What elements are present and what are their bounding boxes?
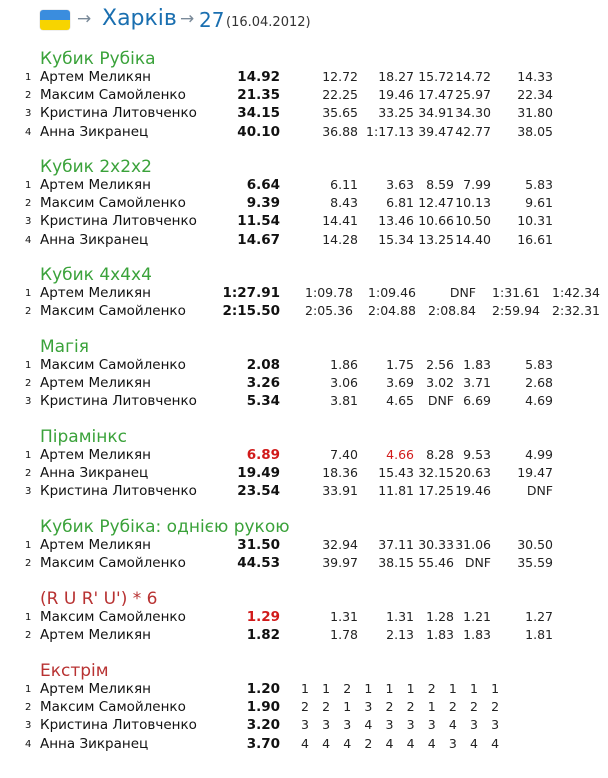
result-row: [0, 124, 608, 142]
best-result: 44.53: [237, 555, 280, 572]
event-title: Кубик 4х4х4: [40, 265, 152, 285]
attempt-time: 33.25: [378, 105, 414, 121]
competitor-name: Анна Зикранец: [40, 123, 149, 140]
event-title: Екстрім: [40, 661, 109, 681]
best-result: 1.20: [246, 681, 280, 697]
attempt-time: 1.31: [386, 609, 414, 624]
flag-blue-stripe: [40, 10, 70, 20]
competitor-name: Максим Самойленко: [40, 555, 186, 572]
attempt-time: 1:09.46: [368, 285, 416, 300]
competitor-name: Максим Самойленко: [40, 303, 186, 320]
result-row: [0, 375, 608, 393]
place-number: 2: [25, 558, 32, 570]
attempt-time: 34.91: [418, 105, 454, 121]
event-title: Кубик Рубіка: однією рукою: [40, 517, 290, 537]
attempt-time: 11.81: [378, 483, 414, 499]
attempt-time: 3.71: [463, 375, 491, 391]
attempt-time: DNF: [464, 555, 491, 571]
ukraine-flag-icon[interactable]: [40, 10, 70, 30]
attempt-time: 16.61: [517, 231, 553, 247]
attempt-time: 3.69: [386, 375, 414, 391]
event-title: Кубик 2х2х2: [40, 157, 152, 177]
best-result: 6.64: [246, 177, 280, 193]
attempt-time: 42.77: [455, 123, 491, 139]
competitor-name: Кристина Литовченко: [40, 483, 197, 500]
attempt-time: 1.78: [330, 627, 358, 643]
attempt-time: 1.83: [463, 627, 491, 643]
attempt-time: 13.46: [378, 213, 414, 229]
attempt-time: 14.41: [322, 213, 358, 229]
attempt-time: 2.56: [426, 357, 454, 372]
place-number: 1: [25, 540, 32, 551]
competition-number-link[interactable]: 27: [199, 8, 225, 32]
attempt-time: 25.97: [455, 87, 491, 103]
place-number: 2: [25, 468, 32, 480]
attempt-time: 4.65: [386, 393, 414, 409]
attempt-time: 1:17.13: [366, 123, 414, 139]
competitor-name: Анна Зикранец: [40, 465, 149, 482]
attempt-time: 2.68: [525, 375, 553, 391]
attempt-time: 14.72: [455, 69, 491, 84]
attempt-time: 5.83: [525, 357, 553, 372]
result-row: [0, 105, 608, 123]
attempt-time: 19.46: [378, 87, 414, 103]
result-row: [0, 87, 608, 105]
result-row: [0, 447, 608, 465]
best-result: 14.67: [237, 231, 280, 248]
place-number: 1: [25, 360, 32, 371]
attempt-time: 22.34: [517, 87, 553, 103]
attempt-time: 22.25: [322, 87, 358, 103]
attempt-time: 18.36: [322, 465, 358, 481]
best-result: 34.15: [237, 105, 280, 122]
attempt-time: 4.66: [386, 447, 414, 462]
best-result: 2:15.50: [222, 303, 280, 320]
arrow-right-icon: →: [180, 9, 195, 29]
result-row: [0, 393, 608, 411]
place-number: 3: [25, 216, 32, 228]
competitor-name: Артем Меликян: [40, 69, 151, 85]
attempt-time: 1:09.78: [305, 285, 353, 300]
best-result: 3.26: [246, 375, 280, 392]
attempt-time: 7.99: [463, 177, 491, 192]
best-result: 14.92: [237, 69, 280, 85]
attempt-time: 2:05.36: [305, 303, 353, 319]
result-row: [0, 357, 608, 375]
attempt-time: 1.31: [330, 609, 358, 624]
result-row: [0, 285, 608, 303]
attempt-time: 3.02: [426, 375, 454, 391]
place-number: 4: [25, 234, 32, 246]
attempt-time: 37.11: [378, 537, 414, 552]
attempt-time: DNF: [526, 483, 553, 499]
attempt-time: 30.50: [517, 537, 553, 552]
best-result: 1.82: [246, 627, 280, 644]
best-result: 1.29: [246, 609, 280, 625]
attempt-time: 2.13: [386, 627, 414, 643]
attempt-time: 2:04.88: [368, 303, 416, 319]
attempt-time: 10.13: [455, 195, 491, 211]
best-result: 3.70: [246, 735, 280, 752]
place-number: 3: [25, 486, 32, 498]
attempt-time: 20.63: [455, 465, 491, 481]
attempt-time: 14.33: [517, 69, 553, 84]
attempt-time: 9.61: [525, 195, 553, 211]
attempt-time: 36.88: [322, 123, 358, 139]
best-result: 11.54: [237, 213, 280, 230]
attempt-time: 30.33: [418, 537, 454, 552]
flag-yellow-stripe: [40, 20, 70, 30]
result-row: [0, 465, 608, 483]
competition-date: (16.04.2012): [226, 15, 311, 30]
extreme-sequence: 2 2 1 3 2 2 1 2 2 2: [301, 699, 504, 715]
place-number: 1: [25, 450, 32, 461]
best-result: 5.34: [246, 393, 280, 410]
attempt-time: 3.06: [330, 375, 358, 391]
result-row: [0, 681, 608, 699]
competitor-name: Анна Зикранец: [40, 735, 149, 752]
attempt-time: 15.43: [378, 465, 414, 481]
attempt-time: 19.46: [455, 483, 491, 499]
competitor-name: Артем Меликян: [40, 537, 151, 553]
place-number: 2: [25, 702, 32, 714]
result-row: [0, 232, 608, 250]
attempt-time: 14.28: [322, 231, 358, 247]
attempt-time: 39.97: [322, 555, 358, 571]
attempt-time: 8.43: [330, 195, 358, 211]
place-number: 4: [25, 126, 32, 138]
result-row: [0, 699, 608, 717]
attempt-time: 12.72: [322, 69, 358, 84]
attempt-time: 15.34: [378, 231, 414, 247]
event-title: Кубик Рубіка: [40, 49, 156, 69]
attempt-time: 2:08.84: [428, 303, 476, 319]
attempt-time: 55.46: [418, 555, 454, 571]
place-number: 2: [25, 90, 32, 102]
place-number: 2: [25, 306, 32, 318]
competitor-name: Максим Самойленко: [40, 87, 186, 104]
attempt-time: 10.66: [418, 213, 454, 229]
attempt-time: 35.65: [322, 105, 358, 121]
attempt-time: 6.81: [386, 195, 414, 211]
place-number: 4: [25, 738, 32, 750]
event-title: Пірамінкс: [40, 427, 127, 447]
best-result: 19.49: [237, 465, 280, 482]
attempt-time: 32.15: [418, 465, 454, 481]
place-number: 1: [25, 684, 32, 695]
result-row: [0, 736, 608, 754]
competitor-name: Кристина Литовченко: [40, 393, 197, 410]
attempt-time: 39.47: [418, 123, 454, 139]
attempt-time: 18.27: [378, 69, 414, 84]
best-result: 2.08: [246, 357, 280, 373]
place-number: 2: [25, 630, 32, 642]
competitor-name: Артем Меликян: [40, 375, 151, 392]
city-link[interactable]: Харків: [102, 6, 177, 31]
attempt-time: 33.91: [322, 483, 358, 499]
extreme-sequence: 3 3 3 4 3 3 3 4 3 3: [301, 717, 504, 733]
place-number: 3: [25, 720, 32, 732]
best-result: 9.39: [246, 195, 280, 212]
competitor-name: Максим Самойленко: [40, 609, 186, 625]
attempt-time: 17.25: [418, 483, 454, 499]
competitor-name: Кристина Литовченко: [40, 717, 197, 734]
attempt-time: 1.27: [525, 609, 553, 624]
competitor-name: Артем Меликян: [40, 627, 151, 644]
attempt-time: 1:42.34: [552, 285, 600, 300]
result-row: [0, 627, 608, 645]
event-title: (R U R' U') * 6: [40, 589, 158, 609]
place-number: 3: [25, 396, 32, 408]
attempt-time: 10.50: [455, 213, 491, 229]
attempt-time: 1.83: [426, 627, 454, 643]
competitor-name: Артем Меликян: [40, 681, 151, 697]
attempt-time: 31.06: [455, 537, 491, 552]
best-result: 31.50: [237, 537, 280, 553]
best-result: 1:27.91: [222, 285, 280, 301]
attempt-time: 1.28: [426, 609, 454, 624]
attempt-time: 19.47: [517, 465, 553, 481]
competitor-name: Артем Меликян: [40, 447, 151, 463]
attempt-time: 6.11: [330, 177, 358, 192]
best-result: 3.20: [246, 717, 280, 734]
best-result: 1.90: [246, 699, 280, 716]
attempt-time: 15.72: [418, 69, 454, 84]
result-row: [0, 303, 608, 321]
attempt-time: 2:59.94: [492, 303, 540, 319]
competitor-name: Максим Самойленко: [40, 699, 186, 716]
competitor-name: Артем Меликян: [40, 285, 151, 301]
result-row: [0, 69, 608, 87]
place-number: 1: [25, 72, 32, 83]
result-row: [0, 537, 608, 555]
attempt-time: 2:32.31: [552, 303, 600, 319]
attempt-time: 32.94: [322, 537, 358, 552]
attempt-time: 35.59: [517, 555, 553, 571]
competitor-name: Кристина Литовченко: [40, 213, 197, 230]
place-number: 3: [25, 108, 32, 120]
competitor-name: Максим Самойленко: [40, 357, 186, 373]
attempt-time: 31.80: [517, 105, 553, 121]
attempt-time: 38.05: [517, 123, 553, 139]
attempt-time: 14.40: [455, 231, 491, 247]
result-row: [0, 177, 608, 195]
attempt-time: 34.30: [455, 105, 491, 121]
competitor-name: Максим Самойленко: [40, 195, 186, 212]
result-row: [0, 195, 608, 213]
place-number: 2: [25, 198, 32, 210]
attempt-time: 4.99: [525, 447, 553, 462]
result-row: [0, 555, 608, 573]
attempt-time: 17.47: [418, 87, 454, 103]
attempt-time: 8.28: [426, 447, 454, 462]
attempt-time: 4.69: [525, 393, 553, 409]
attempt-time: 1.81: [525, 627, 553, 643]
place-number: 2: [25, 378, 32, 390]
attempt-time: 6.69: [463, 393, 491, 409]
competitor-name: Артем Меликян: [40, 177, 151, 193]
attempt-time: 3.63: [386, 177, 414, 192]
attempt-time: 7.40: [330, 447, 358, 462]
attempt-time: 1.75: [386, 357, 414, 372]
best-result: 40.10: [237, 123, 280, 140]
place-number: 1: [25, 288, 32, 299]
attempt-time: 1.83: [463, 357, 491, 372]
event-title: Магія: [40, 337, 89, 357]
extreme-sequence: 1 1 2 1 1 1 2 1 1 1: [301, 681, 504, 696]
attempt-time: 10.31: [517, 213, 553, 229]
best-result: 6.89: [246, 447, 280, 463]
place-number: 1: [25, 612, 32, 623]
best-result: 23.54: [237, 483, 280, 500]
result-row: [0, 213, 608, 231]
extreme-sequence: 4 4 4 2 4 4 4 3 4 4: [301, 735, 504, 751]
attempt-time: DNF: [427, 393, 454, 409]
result-row: [0, 609, 608, 627]
competitor-name: Кристина Литовченко: [40, 105, 197, 122]
attempt-time: 8.59: [426, 177, 454, 192]
attempt-time: 13.25: [418, 231, 454, 247]
attempt-time: 1.21: [463, 609, 491, 624]
attempt-time: 1.86: [330, 357, 358, 372]
attempt-time: 12.47: [418, 195, 454, 211]
attempt-time: 1:31.61: [492, 285, 540, 300]
attempt-time: 38.15: [378, 555, 414, 571]
best-result: 21.35: [237, 87, 280, 104]
attempt-time: 9.53: [463, 447, 491, 462]
place-number: 1: [25, 180, 32, 191]
attempt-time: 3.81: [330, 393, 358, 409]
attempt-time: 5.83: [525, 177, 553, 192]
arrow-right-icon: →: [77, 9, 92, 29]
result-row: [0, 717, 608, 735]
competitor-name: Анна Зикранец: [40, 231, 149, 248]
result-row: [0, 483, 608, 501]
attempt-time: DNF: [449, 285, 476, 300]
